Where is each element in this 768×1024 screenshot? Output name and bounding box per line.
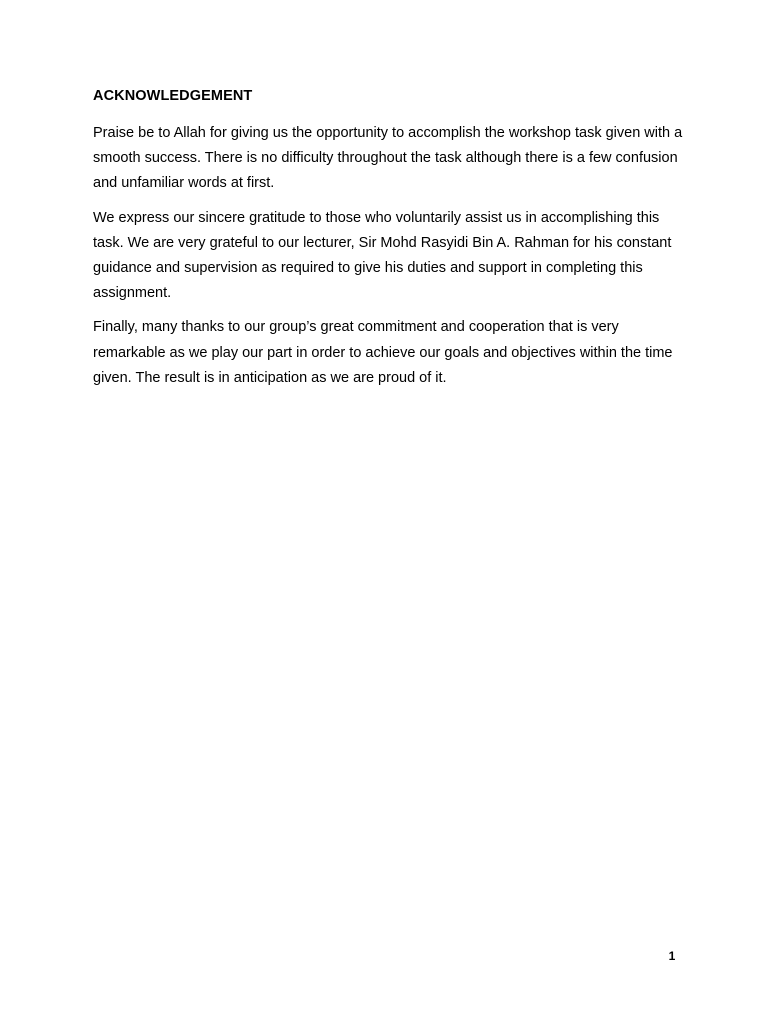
paragraph-thanks: Finally, many thanks to our group’s great commitment and cooperation that is very remarkable as we play our part in order to achieve our goals and objectives within the time given. The result is in anticipation as we are proud of it. — [93, 319, 673, 386]
page-title: ACKNOWLEDGEMENT — [93, 88, 253, 104]
page-content — [93, 86, 683, 400]
paragraph-gratitude: We express our sincere gratitude to those who voluntarily assist us in accomplishing this task. We are very grateful to our lecturer, Sir Mohd Rasyidi Bin A. Rahman for his constant guidance and supervision as required to give his duties and support in completing this assignment. — [93, 209, 672, 302]
paragraph-praise: Praise be to Allah for giving us the opportunity to accomplish the workshop task given with a smooth success. There is no difficulty throughout the task although there is a few confusion and unfamiliar words at first. — [93, 125, 683, 192]
page-number: 1 — [668, 949, 676, 963]
